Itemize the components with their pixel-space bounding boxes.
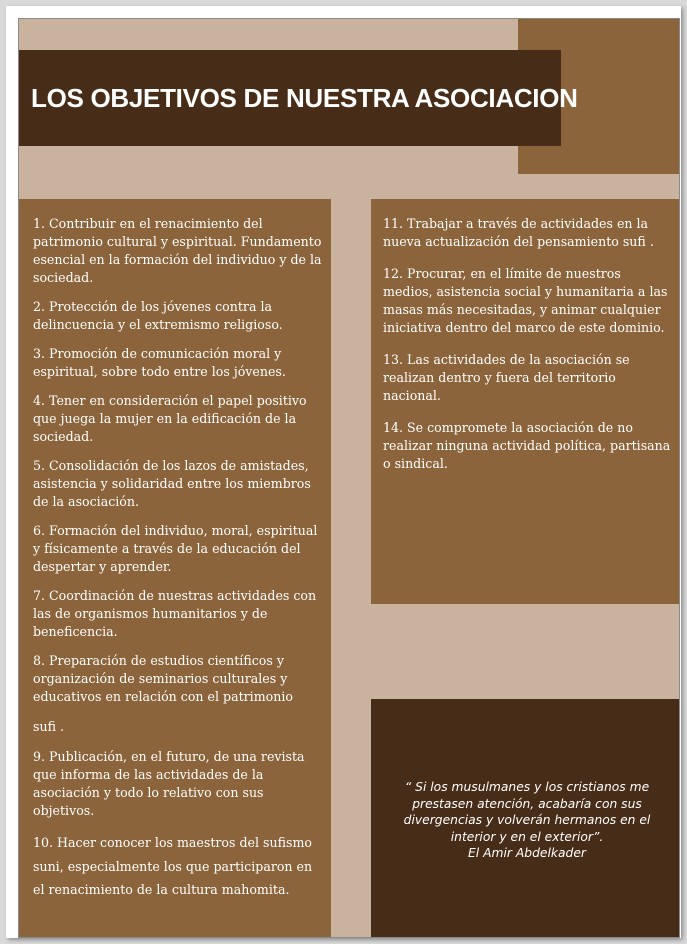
objective-10-continuation: el renacimiento de la cultura mahomita.	[33, 882, 290, 897]
objective-1: 1. Contribuir en el renacimiento del patrimonio cultural y espiritual. Fundamento esencial en la formación del individuo y de la sociedad.	[33, 216, 322, 285]
objective-12: 12. Procurar, en el límite de nuestros medios, asistencia social y humanitaria a las masas más necesitadas, y animar cualquier iniciativa dentro del marco de este dominio.	[383, 266, 668, 335]
objective-8: 8. Preparación de estudios científicos y organización de seminarios culturales y educativos en relación con el patrimonio	[33, 653, 293, 704]
objective-10: 10. Hacer conocer los maestros del sufismo suni, especialmente los que participaron en	[33, 835, 313, 874]
objectives-column-left	[19, 199, 331, 937]
page-title: LOS OBJETIVOS DE NUESTRA ASOCIACION	[31, 82, 578, 113]
objectives-column-right	[371, 199, 679, 604]
objective-4: 4. Tener en consideración el papel positivo que juega la mujer en la edificación de la sociedad.	[33, 393, 307, 444]
quote-author: El Amir Abdelkader	[468, 846, 586, 860]
quote-text: “ Si los musulmanes y los cristianos me prestasen atención, acabaría con sus divergencias y volverán hermanos en el interior y en el exterior”.	[403, 780, 651, 844]
objective-6: 6. Formación del individuo, moral, espiritual y físicamente a través de la educación del despertar y aprender.	[33, 523, 318, 574]
objective-7: 7. Coordinación de nuestras actividades con las de organismos humanitarios y de beneficencia.	[33, 588, 317, 639]
objective-11: 11. Trabajar a través de actividades en la nueva actualización del pensamiento sufi .	[383, 216, 654, 249]
objective-5: 5. Consolidación de los lazos de amistades, asistencia y solidaridad entre los miembros de la asociación.	[33, 458, 311, 509]
quote-box	[371, 699, 679, 937]
objective-8-continuation: sufi .	[33, 719, 64, 734]
objective-13: 13. Las actividades de la asociación se realizan dentro y fuera del territorio nacional.	[383, 352, 630, 403]
objective-14: 14. Se compromete la asociación de no realizar ninguna actividad política, partisana o sindical.	[383, 420, 671, 471]
objective-9: 9. Publicación, en el futuro, de una revista que informa de las actividades de la asociación y todo lo relativo con sus objetivos.	[33, 749, 305, 818]
objective-2: 2. Protección de los jóvenes contra la delincuencia y el extremismo religioso.	[33, 299, 283, 332]
title-bar	[19, 50, 578, 146]
page-frame	[6, 6, 681, 938]
objective-3: 3. Promoción de comunicación moral y espiritual, sobre todo entre los jóvenes.	[33, 346, 286, 379]
flyer-canvas	[18, 18, 680, 938]
